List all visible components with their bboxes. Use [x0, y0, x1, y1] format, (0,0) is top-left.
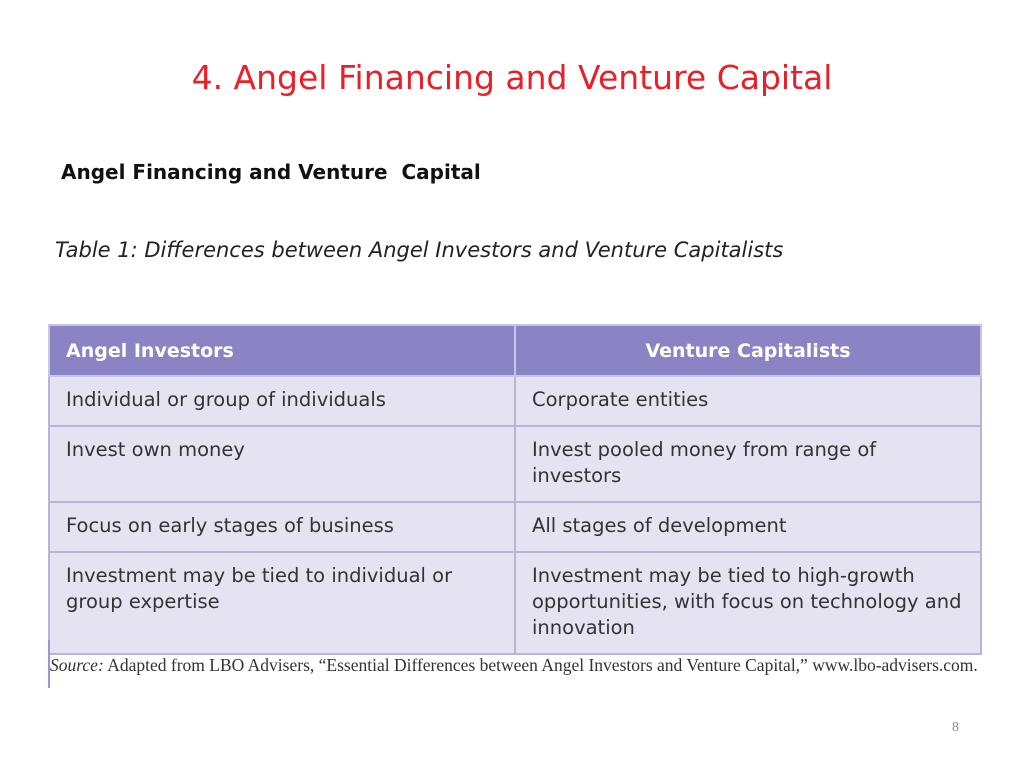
header-angel-investors: Angel Investors: [49, 325, 515, 376]
comparison-table: [48, 324, 982, 655]
table-cell-angel: Invest own money: [49, 426, 515, 502]
table-cell-vc: All stages of development: [515, 502, 981, 552]
table-header-row: [49, 325, 981, 376]
table-cell-angel: Focus on early stages of business: [49, 502, 515, 552]
source-label: Source:: [50, 655, 104, 675]
slide-title: 4. Angel Financing and Venture Capital: [191, 58, 833, 97]
header-venture-capitalists: Venture Capitalists: [515, 325, 981, 376]
table-row: [49, 426, 981, 502]
table-cell-vc: Investment may be tied to high-growth opportunities, with focus on technology and innovation: [515, 552, 981, 654]
table-cell-angel: Individual or group of individuals: [49, 376, 515, 426]
table-row: [49, 502, 981, 552]
source-text: Adapted from LBO Advisers, “Essential Differences between Angel Investors and Venture Capital,” www.lbo-advisers.com.: [107, 655, 978, 675]
page-number: 8: [952, 720, 959, 735]
source-note: [50, 652, 980, 678]
comparison-table-container: [48, 324, 980, 655]
table-row: [49, 552, 981, 654]
slide-subtitle: Angel Financing and Venture Capital: [61, 160, 481, 184]
table-cell-vc: Invest pooled money from range of investors: [515, 426, 981, 502]
table-caption: Table 1: Differences between Angel Investors and Venture Capitalists: [55, 238, 784, 262]
table-row: [49, 376, 981, 426]
table-cell-angel: Investment may be tied to individual or group expertise: [49, 552, 515, 654]
table-cell-vc: Corporate entities: [515, 376, 981, 426]
